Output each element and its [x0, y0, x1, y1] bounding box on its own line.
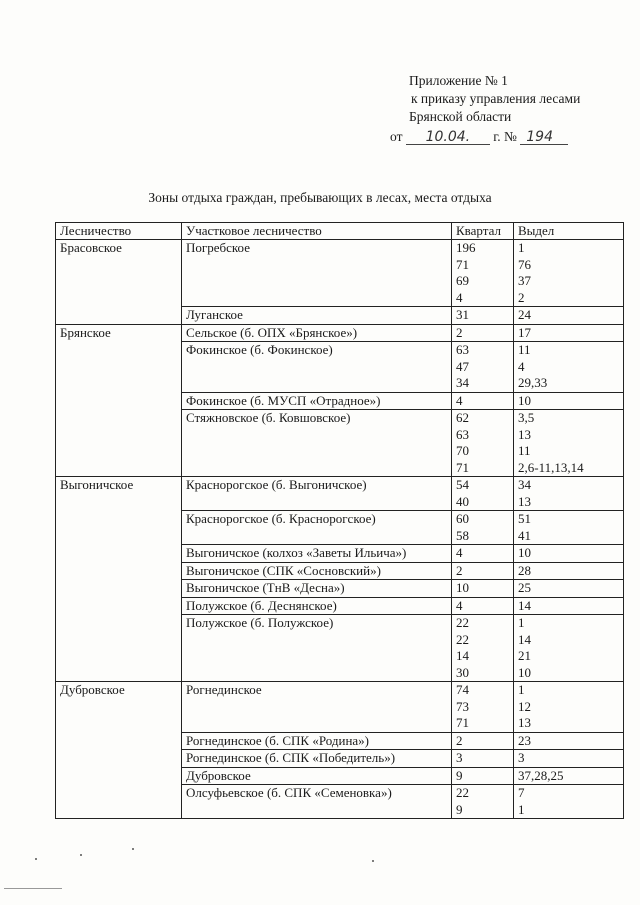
kvartal-cell: [452, 562, 514, 580]
kvartal-value: 9: [456, 801, 463, 817]
district-cell: Выгоничское (ТнВ «Десна»): [182, 580, 452, 598]
scan-specks: [0, 848, 640, 898]
vydel-value: 14: [518, 631, 531, 647]
document-title: Зоны отдыха граждан, пребывающих в лесах, места отдыха: [148, 190, 492, 205]
vydel-cell: [514, 785, 624, 819]
kvartal-value: 14: [456, 648, 469, 663]
vydel-cell: [514, 240, 624, 307]
kvartal-value: 71: [456, 715, 469, 730]
handwritten-order-number: 194: [520, 130, 568, 145]
scan-artifact-line: [4, 888, 62, 889]
vydel-value: 10: [518, 392, 531, 408]
kvartal-value: 9: [456, 767, 463, 783]
vydel-value: 1: [518, 615, 525, 630]
kvartal-value: 71: [456, 459, 469, 475]
kvartal-value: 69: [456, 273, 469, 288]
kvartal-value: 22: [456, 615, 469, 630]
vydel-value: 37: [518, 273, 531, 288]
kvartal-value: 34: [456, 375, 469, 390]
vydel-cell: [514, 324, 624, 342]
vydel-value: 17: [518, 324, 531, 340]
table-row: [56, 240, 624, 307]
vydel-cell: [514, 392, 624, 410]
vydel-value: 29,33: [518, 375, 548, 390]
order-reference: к приказу управления лесами: [411, 91, 581, 106]
kvartal-cell: [452, 545, 514, 563]
district-cell: Стяжновское (б. Ковшовское): [182, 410, 452, 477]
kvartal-value: 58: [456, 527, 469, 543]
vydel-value: 2: [518, 289, 525, 305]
column-header: Лесничество: [56, 223, 182, 240]
vydel-value: 13: [518, 715, 531, 730]
vydel-cell: [514, 750, 624, 768]
kvartal-value: 22: [456, 631, 469, 647]
kvartal-value: 22: [456, 785, 469, 800]
kvartal-value: 30: [456, 664, 469, 680]
kvartal-value: 74: [456, 682, 469, 697]
column-header: Участковое лесничество: [182, 223, 452, 240]
kvartal-value: 2: [456, 732, 463, 748]
vydel-value: 34: [518, 477, 531, 492]
vydel-value: 76: [518, 256, 531, 272]
district-cell: Рогнединское (б. СПК «Победитель»): [182, 750, 452, 768]
vydel-cell: [514, 597, 624, 615]
vydel-value: 12: [518, 698, 531, 714]
vydel-cell: [514, 342, 624, 393]
vydel-cell: [514, 732, 624, 750]
vydel-cell: [514, 562, 624, 580]
district-cell: Выгоничское (СПК «Сосновский»): [182, 562, 452, 580]
kvartal-cell: [452, 240, 514, 307]
kvartal-cell: [452, 307, 514, 325]
vydel-value: 11: [518, 342, 531, 357]
kvartal-value: 54: [456, 477, 469, 492]
vydel-cell: [514, 511, 624, 545]
table-header-row: [56, 223, 624, 240]
table-body: [56, 240, 624, 819]
kvartal-value: 2: [456, 562, 463, 578]
vydel-value: 51: [518, 511, 531, 526]
kvartal-cell: [452, 750, 514, 768]
vydel-value: 37,28,25: [518, 767, 564, 783]
vydel-value: 23: [518, 732, 531, 748]
vydel-value: 10: [518, 664, 531, 680]
district-cell: Выгоничское (колхоз «Заветы Ильича»): [182, 545, 452, 563]
district-cell: Полужское (б. Полужское): [182, 615, 452, 682]
kvartal-value: 31: [456, 307, 469, 322]
vydel-cell: [514, 615, 624, 682]
vydel-value: 25: [518, 580, 531, 595]
district-cell: Погребское: [182, 240, 452, 307]
vydel-value: 24: [518, 307, 531, 322]
vydel-cell: [514, 307, 624, 325]
kvartal-value: 62: [456, 410, 469, 425]
vydel-cell: [514, 580, 624, 598]
kvartal-value: 10: [456, 580, 469, 595]
kvartal-cell: [452, 580, 514, 598]
vydel-value: 1: [518, 801, 525, 817]
kvartal-value: 4: [456, 289, 463, 305]
kvartal-cell: [452, 392, 514, 410]
table-row: [56, 477, 624, 511]
forestry-cell: Выгоничское: [56, 477, 182, 682]
kvartal-cell: [452, 682, 514, 733]
kvartal-cell: [452, 732, 514, 750]
vydel-cell: [514, 545, 624, 563]
kvartal-value: 70: [456, 443, 469, 458]
forestry-cell: Дубровское: [56, 682, 182, 819]
kvartal-value: 40: [456, 493, 469, 509]
vydel-value: 11: [518, 443, 531, 458]
kvartal-cell: [452, 477, 514, 511]
kvartal-value: 196: [456, 240, 476, 255]
district-cell: Сельское (б. ОПХ «Брянское»): [182, 324, 452, 342]
vydel-cell: [514, 477, 624, 511]
region-name: Брянской области: [409, 109, 512, 124]
vydel-value: 21: [518, 648, 531, 663]
vydel-value: 13: [518, 493, 531, 509]
kvartal-cell: [452, 597, 514, 615]
appendix-header: [390, 72, 581, 146]
vydel-cell: [514, 767, 624, 785]
district-cell: Фокинское (б. Фокинское): [182, 342, 452, 393]
vydel-cell: [514, 410, 624, 477]
district-cell: Рогнединское (б. СПК «Родина»): [182, 732, 452, 750]
kvartal-cell: [452, 615, 514, 682]
vydel-value: 13: [518, 426, 531, 442]
district-cell: Красноpогское (б. Красноpогское): [182, 511, 452, 545]
vydel-value: 1: [518, 682, 525, 697]
vydel-value: 2,6-11,13,14: [518, 459, 584, 475]
table-row: [56, 324, 624, 342]
district-cell: Полужское (б. Деснянское): [182, 597, 452, 615]
kvartal-cell: [452, 410, 514, 477]
kvartal-value: 3: [456, 750, 463, 765]
date-number-line: [390, 128, 580, 146]
kvartal-value: 47: [456, 358, 469, 374]
district-cell: Луганское: [182, 307, 452, 325]
appendix-number: Приложение № 1: [409, 73, 508, 88]
vydel-value: 41: [518, 527, 531, 543]
vydel-value: 3,5: [518, 410, 535, 425]
kvartal-value: 2: [456, 324, 463, 340]
kvartal-cell: [452, 511, 514, 545]
district-cell: Дубровское: [182, 767, 452, 785]
column-header: Квартал: [452, 223, 514, 240]
kvartal-value: 4: [456, 392, 463, 408]
vydel-value: 1: [518, 240, 525, 255]
kvartal-cell: [452, 324, 514, 342]
district-cell: Олсуфьевское (б. СПК «Семеновка»): [182, 785, 452, 819]
from-label: от: [390, 129, 403, 144]
kvartal-value: 73: [456, 698, 469, 714]
column-header: Выдел: [514, 223, 624, 240]
forestry-cell: Брянское: [56, 324, 182, 477]
kvartal-value: 63: [456, 342, 469, 357]
kvartal-cell: [452, 767, 514, 785]
table-row: [56, 682, 624, 733]
vydel-value: 28: [518, 562, 531, 578]
kvartal-value: 4: [456, 597, 463, 613]
vydel-value: 10: [518, 545, 531, 560]
district-cell: Краснорогское (б. Выгоничское): [182, 477, 452, 511]
district-cell: Фокинское (б. МУСП «Отрадное»): [182, 392, 452, 410]
kvartal-value: 4: [456, 545, 463, 560]
forestry-cell: Брасовское: [56, 240, 182, 325]
kvartal-cell: [452, 785, 514, 819]
handwritten-date: 10.04.: [406, 130, 490, 145]
vydel-value: 4: [518, 358, 525, 374]
vydel-value: 3: [518, 750, 525, 765]
recreation-zones-table: [55, 222, 624, 819]
kvartal-value: 71: [456, 256, 469, 272]
kvartal-cell: [452, 342, 514, 393]
district-cell: Рогнединское: [182, 682, 452, 733]
kvartal-value: 60: [456, 511, 469, 526]
vydel-value: 14: [518, 597, 531, 613]
year-number-label: г. №: [493, 129, 517, 144]
vydel-cell: [514, 682, 624, 733]
vydel-value: 7: [518, 785, 525, 800]
kvartal-value: 63: [456, 426, 469, 442]
